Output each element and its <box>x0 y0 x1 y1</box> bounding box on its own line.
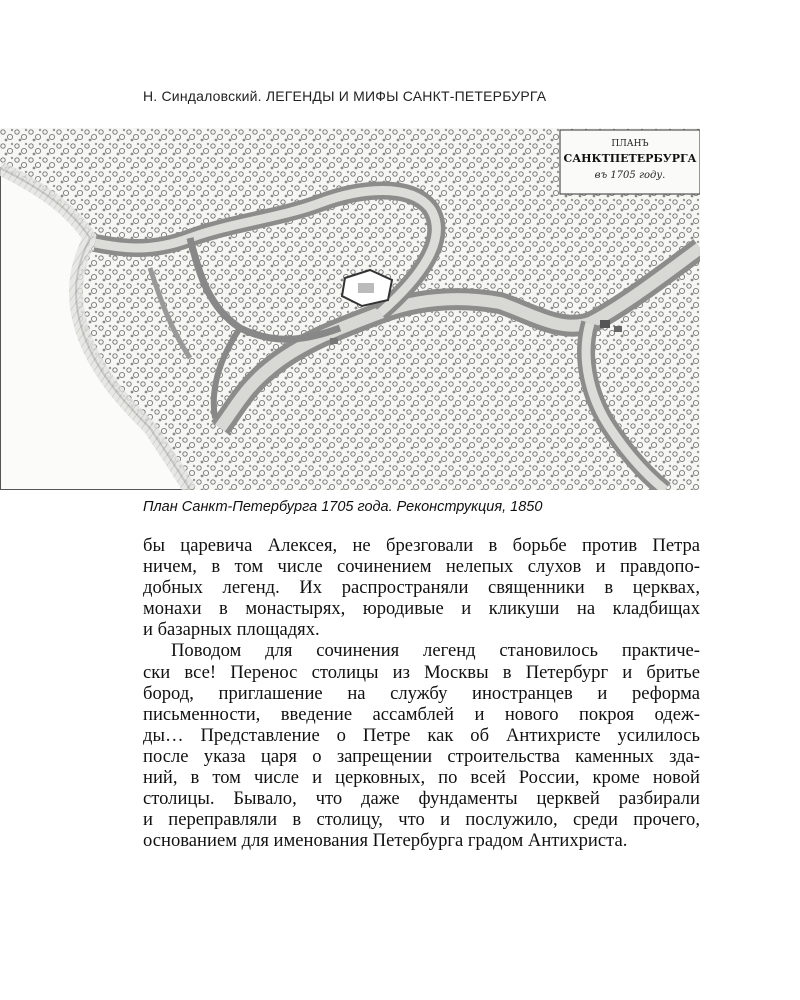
map-title-line: въ 1705 году. <box>594 170 666 181</box>
running-head: Н. Синдаловский. ЛЕГЕНДЫ И МИФЫ САНКТ-ПЕТЕРБУРГА <box>143 88 547 104</box>
body-text <box>143 535 700 851</box>
text-line: ничем, в том числе сочинением нелепых слухов и правдопо- <box>143 556 700 578</box>
text-line: бы царевича Алексея, не брезговали в борьбе против Петра <box>143 535 700 556</box>
text-line: ний, в том числе и церковных, по всей России, кроме новой <box>143 767 700 789</box>
text-line: Поводом для сочинения легенд становилось практиче- <box>171 640 700 662</box>
text-line: ски все! Перенос столицы из Москвы в Петербург и бритье <box>143 661 700 683</box>
text-line: ды… Представление о Петре как об Антихристе усилилось <box>143 724 700 746</box>
text-line: столицы. Бывало, что даже фундаменты церквей разбирали <box>143 788 700 810</box>
text-line: монахи в монастырях, юродивые и кликуши на кладбищах <box>143 598 700 620</box>
text-line: добных легенд. Их распространяли священники в церквах, <box>143 577 700 599</box>
text-line: бород, приглашение на службу иностранцев и реформа <box>143 682 700 704</box>
map-illustration <box>0 128 700 490</box>
text-line: после указа царя о запрещении строительства каменных зда- <box>143 745 700 767</box>
text-line: и базарных площадях. <box>143 619 320 641</box>
paragraph <box>143 535 700 640</box>
text-line: основанием для именования Петербурга градом Антихриста. <box>143 830 628 852</box>
map-title-line: ПЛАНЪ <box>611 139 649 149</box>
map-title-line: САНКТПЕТЕРБУРГА <box>563 152 697 165</box>
figure-caption: План Санкт-Петербурга 1705 года. Реконструкция, 1850 <box>143 499 543 515</box>
text-line: и переправляли в столицу, что и послужило, среди прочего, <box>143 809 700 831</box>
text-line: письменности, введение ассамблей и нового покроя одеж- <box>143 703 700 725</box>
map-drawing <box>0 128 700 490</box>
paragraph <box>143 640 700 851</box>
